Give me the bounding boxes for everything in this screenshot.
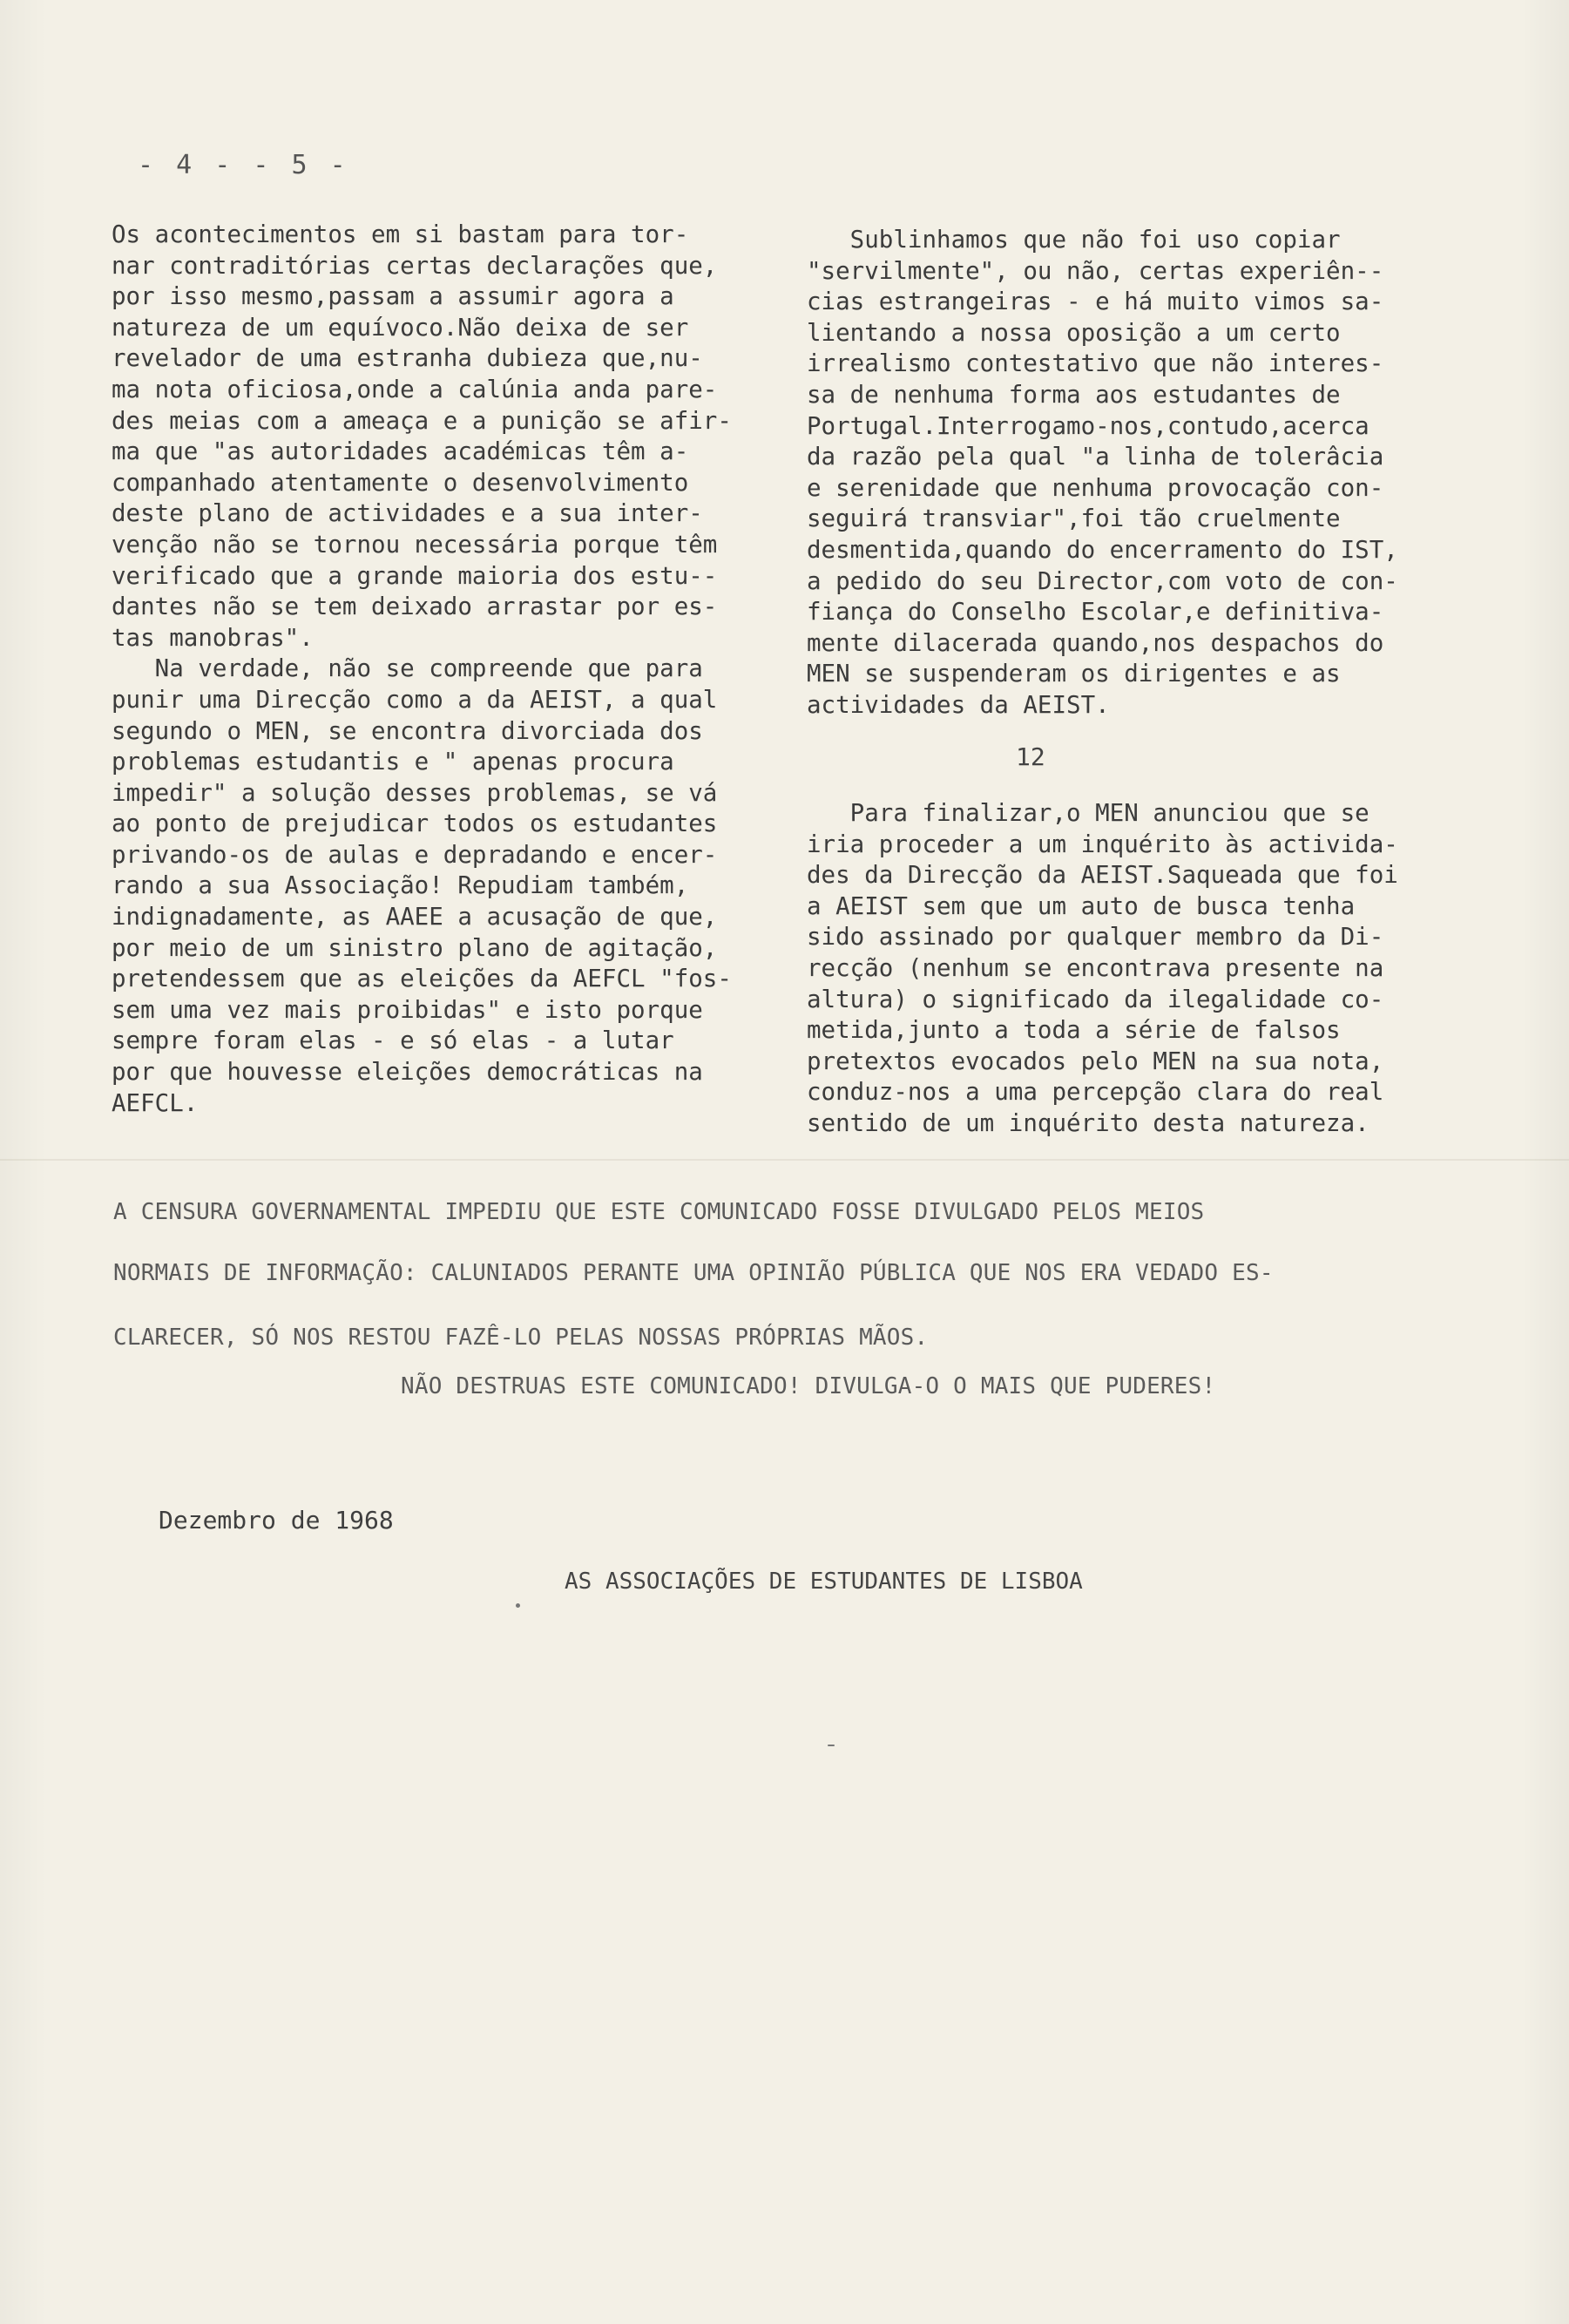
text-line: cias estrangeiras - e há muito vimos sa- [807, 288, 1384, 316]
text-line: des da Direcção da AEIST.Saqueada que foi [807, 861, 1398, 890]
text-line: rando a sua Associação! Repudiam também, [112, 871, 689, 900]
text-line: actividades da AEIST. [807, 690, 1110, 719]
text-line: lientando a nossa oposição a um certo [807, 318, 1341, 347]
section-number: 12 [1016, 742, 1045, 771]
text-line: privando-os de aulas e depradando e encer- [112, 840, 718, 869]
text-line: dantes não se tem deixado arrastar por es- [112, 593, 718, 621]
text-line: Portugal.Interrogamo-nos,contudo,acerca [807, 411, 1369, 440]
page-number: - 4 - - 5 - [138, 150, 349, 180]
censorship-notice-line-1: A CENSURA GOVERNAMENTAL IMPEDIU QUE ESTE COMUNICADO FOSSE DIVULGADO PELOS MEIOS [113, 1199, 1205, 1225]
text-line: problemas estudantis e " apenas procura [112, 748, 674, 776]
censorship-notice-line-2: NORMAIS DE INFORMAÇÃO: CALUNIADOS PERANTE UMA OPINIÃO PÚBLICA QUE NOS ERA VEDADO ES- [113, 1260, 1274, 1286]
text-line: nar contraditórias certas declarações que, [112, 251, 718, 280]
text-line: por meio de um sinistro plano de agitação, [112, 933, 718, 962]
text-line: revelador de uma estranha dubieza que,nu- [112, 344, 703, 373]
text-line: da razão pela qual "a linha de tolerâcia [807, 443, 1384, 471]
text-line: ao ponto de prejudicar todos os estudantes [112, 810, 718, 838]
text-line: por isso mesmo,passam a assumir agora a [112, 282, 674, 311]
text-line: a pedido do seu Director,com voto de con- [807, 566, 1398, 595]
text-line: irrealismo contestativo que não interes- [807, 349, 1384, 378]
text-line: venção não se tornou necessária porque têm [112, 530, 718, 559]
text-line: verificado que a grande maioria dos estu-- [112, 561, 718, 590]
text-line: por que houvesse eleições democráticas na [112, 1058, 703, 1087]
text-line: Sublinhamos que não foi uso copiar [807, 226, 1341, 254]
censorship-notice-line-3: CLARECER, SÓ NOS RESTOU FAZÊ-LO PELAS NOSSAS PRÓPRIAS MÃOS. [113, 1325, 929, 1351]
text-line: e serenidade que nenhuma provocação con- [807, 473, 1384, 502]
call-to-action: NÃO DESTRUAS ESTE COMUNICADO! DIVULGA-O O MAIS QUE PUDERES! [401, 1373, 1216, 1399]
date-line: Dezembro de 1968 [159, 1506, 394, 1535]
text-line: des meias com a ameaça e a punição se afir- [112, 406, 732, 435]
text-line: sido assinado por qualquer membro da Di- [807, 923, 1384, 952]
text-line: Na verdade, não se compreende que para [112, 654, 703, 683]
text-line: companhado atentamente o desenvolvimento [112, 468, 689, 497]
text-line: pretendessem que as eleições da AEFCL "fos- [112, 965, 732, 993]
ink-speck [828, 1745, 835, 1746]
text-line: metida,junto a toda a série de falsos [807, 1016, 1341, 1045]
text-line: natureza de um equívoco.Não deixa de ser [112, 313, 689, 342]
text-line: deste plano de actividades e a sua inter- [112, 499, 703, 528]
text-line: ma que "as autoridades académicas têm a- [112, 437, 689, 466]
text-line: fiança do Conselho Escolar,e definitiva- [807, 598, 1384, 627]
text-line: sempre foram elas - e só elas - a lutar [112, 1026, 674, 1055]
text-line: segundo o MEN, se encontra divorciada dos [112, 716, 703, 745]
text-line: ma nota oficiosa,onde a calúnia anda pare- [112, 375, 718, 403]
text-line: desmentida,quando do encerramento do IST, [807, 535, 1398, 564]
text-line: seguirá transviar",foi tão cruelmente [807, 505, 1341, 533]
ink-speck [516, 1603, 520, 1608]
text-line: "servilmente", ou não, certas experiên-- [807, 256, 1384, 285]
text-line: tas manobras". [112, 623, 314, 652]
paper-fold [0, 1159, 1569, 1161]
text-line: MEN se suspenderam os dirigentes e as [807, 660, 1341, 688]
text-line: pretextos evocados pelo MEN na sua nota, [807, 1047, 1384, 1075]
text-line: conduz-nos a uma percepção clara do real [807, 1078, 1384, 1107]
text-line: sentido de um inquérito desta natureza. [807, 1108, 1369, 1137]
text-line: a AEIST sem que um auto de busca tenha [807, 891, 1356, 920]
signature-line: AS ASSOCIAÇÕES DE ESTUDANTES DE LISBOA [565, 1569, 1083, 1595]
text-line: impedir" a solução desses problemas, se vá [112, 778, 718, 807]
text-line: sa de nenhuma forma aos estudantes de [807, 380, 1341, 409]
right-column-text [807, 225, 1451, 722]
text-line: sem uma vez mais proibidas" e isto porque [112, 995, 703, 1024]
text-line: iria proceder a um inquérito às activida- [807, 830, 1398, 858]
text-line: punir uma Direcção como a da AEIST, a qual [112, 685, 718, 714]
text-line: mente dilacerada quando,nos despachos do [807, 628, 1384, 657]
text-line: recção (nenhum se encontrava presente na [807, 953, 1384, 982]
text-line: indignadamente, as AAEE a acusação de que, [112, 903, 718, 932]
text-line: altura) o significado da ilegalidade co- [807, 985, 1384, 1013]
right-column-text-2 [807, 798, 1451, 1140]
left-column-text [112, 220, 756, 1119]
text-line: AEFCL. [112, 1088, 199, 1117]
text-line: Os acontecimentos em si bastam para tor- [112, 220, 689, 248]
text-line: Para finalizar,o MEN anunciou que se [807, 799, 1369, 827]
